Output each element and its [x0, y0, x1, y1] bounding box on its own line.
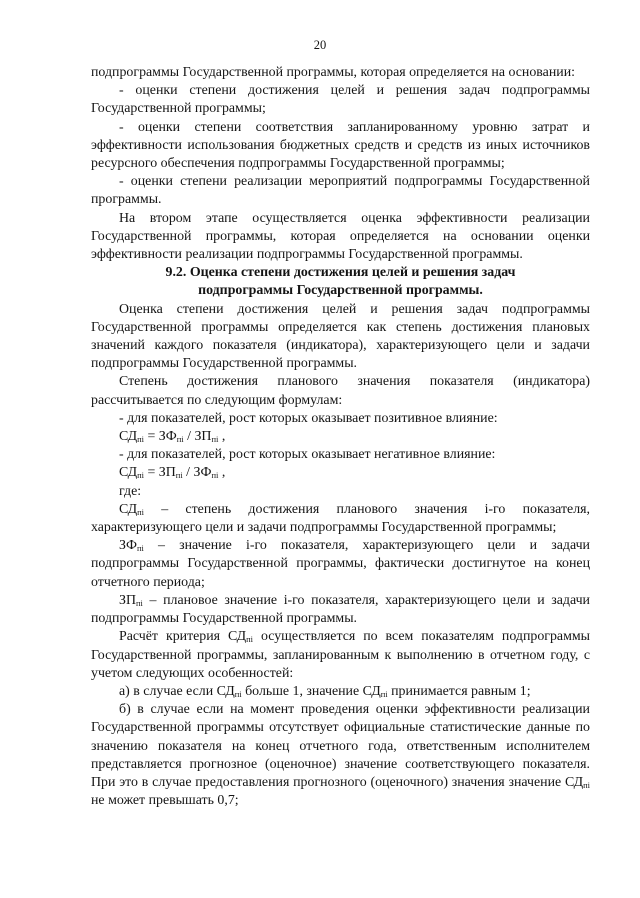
where-label: где:	[119, 483, 142, 499]
paragraph-second-stage: На втором этапе осуществляется оценка эффективности реализации Государственной программы, которая определяется на основании оценки эффективности реализации подпрограммы Государственной программы.	[91, 210, 590, 263]
formula-positive: $СД_{пi} = ЗФ_{пi} / ЗП_{пi}$ ,	[119, 429, 226, 445]
definition-zp: $ЗП_{пi}$ – плановое значение i-го показателя, характеризующего цели и задачи подпрограммы Государственной программы.	[91, 592, 590, 627]
section-heading	[91, 264, 590, 300]
formula-negative: $СД_{пi} = ЗП_{пi} / ЗФ_{пi}$ ,	[119, 465, 226, 481]
case-b: б) в случае если на момент проведения оценки эффективности реализации Государственной программы отсутствует официальные статистические данные по значению показателя на конец отчетного года, ответственным исполнителем представляется прогнозное (оценочное) значение соответствующего показателя. При это в случае предоставления прогнозного (оценочного) значения значение $СД_{пi}$ не может превышать 0,7;	[91, 702, 590, 809]
list-item-goals: - оценки степени достижения целей и решения задач подпрограммы Государственной программы;	[91, 83, 590, 117]
definition-zf: $ЗФ_{пi}$ – значение i-го показателя, характеризующего цели и задачи подпрограммы Государственной программы, фактически достигнутое на конец отчетного периода;	[91, 538, 590, 590]
case-a: а) в случае если $СД_{пi}$ больше 1, значение $СД_{пi}$ принимается равным 1;	[119, 683, 531, 699]
paragraph-intro: подпрограммы Государственной программы, которая определяется на основании:	[91, 65, 575, 80]
paragraph-formulas: Степень достижения планового значения показателя (индикатора) рассчитывается по следующим формулам:	[91, 374, 590, 408]
negative-label: - для показателей, рост которых оказывает негативное влияние:	[119, 447, 496, 463]
definition-sd: $СД_{пi}$ – степень достижения планового значения i-го показателя, характеризующего цели и задачи подпрограммы Государственной программы;	[91, 501, 590, 536]
paragraph-calculation: Расчёт критерия $СД_{пi}$ осуществляется по всем показателям подпрограммы Государственной программы, запланированным к выполнению в отчетном году, с учетом следующих особенностей:	[91, 629, 590, 681]
section-heading-line2: подпрограммы Государственной программы.	[198, 283, 483, 299]
list-item-measures: - оценки степени реализации мероприятий подпрограммы Государственной программы.	[91, 174, 590, 208]
positive-label: - для показателей, рост которых оказывает позитивное влияние:	[119, 410, 498, 426]
paragraph-assessment: Оценка степени достижения целей и решения задач подпрограммы Государственной программы определяется как степень достижения плановых значений каждого показателя (индикатора), характеризующего цели и задачи подпрограммы Государственной программы.	[91, 301, 590, 372]
document-body	[91, 64, 590, 810]
page-number: 20	[313, 38, 327, 52]
section-heading-line1: 9.2. Оценка степени достижения целей и решения задач	[165, 265, 516, 281]
list-item-costs: - оценки степени соответствия запланированному уровню затрат и эффективности использования бюджетных средств и средств из иных источников ресурсного обеспечения подпрограммы Государственной программы;	[91, 119, 590, 172]
